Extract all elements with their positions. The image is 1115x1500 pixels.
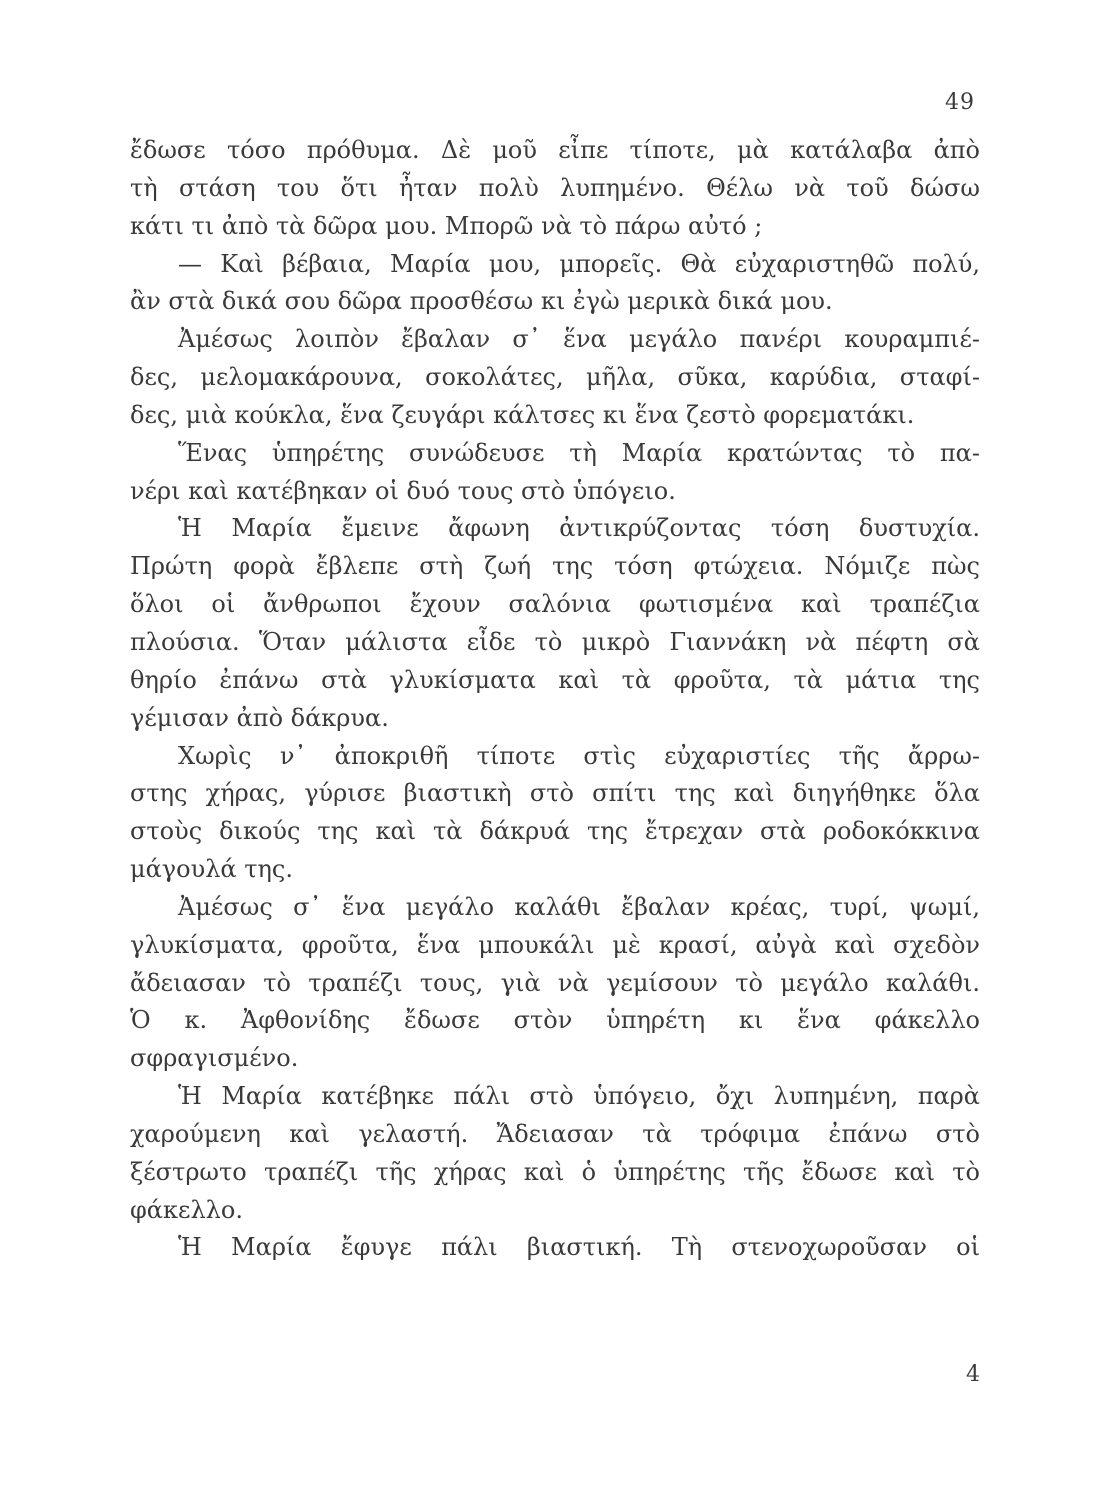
text-line: κάτι τι ἀπὸ τὰ δῶρα μου. Μπορῶ νὰ τὸ πάρω αὐτό ; <box>130 211 763 240</box>
text-line: ὅλοι οἱ ἄνθρωποι ἔχουν σαλόνια φωτισμένα καὶ τραπέζια <box>130 590 980 619</box>
page-number: 49 <box>945 90 975 115</box>
text-line: Ἡ Μαρία κατέβηκε πάλι στὸ ὑπόγειο, ὄχι λυπημένη, παρὰ <box>178 1082 980 1111</box>
text-line: Πρώτη φορὰ ἔβλεπε στὴ ζωή της τόση φτώχεια. Νόμιζε πὼς <box>130 552 980 581</box>
text-line: Ἀμέσως λοιπὸν ἔβαλαν σ᾽ ἕνα μεγάλο πανέρι κουραμπιέ- <box>178 325 980 354</box>
text-line: — Καὶ βέβαια, Μαρία μου, μπορεῖς. Θὰ εὐχαριστηθῶ πολύ, <box>178 249 980 278</box>
text-line: μάγουλά της. <box>130 855 293 884</box>
signature-mark: 4 <box>966 1362 980 1387</box>
text-line: γέμισαν ἀπὸ δάκρυα. <box>130 703 389 732</box>
text-line: θηρίο ἐπάνω στὰ γλυκίσματα καὶ τὰ φροῦτα, τὰ μάτια της <box>130 665 980 694</box>
body-text <box>130 132 980 1267</box>
text-line: Ἕνας ὑπηρέτης συνώδευσε τὴ Μαρία κρατώντας τὸ πα- <box>178 438 980 467</box>
text-line: Χωρὶς ν᾽ ἀποκριθῆ τίποτε στὶς εὐχαριστίες τῆς ἄρρω- <box>178 741 980 770</box>
text-line: χαρούμενη καὶ γελαστή. Ἄδειασαν τὰ τρόφιμα ἐπάνω στὸ <box>130 1119 980 1148</box>
text-line: στοὺς δικούς της καὶ τὰ δάκρυά της ἔτρεχαν στὰ ροδοκόκκινα <box>130 817 980 846</box>
text-line: Ἡ Μαρία ἔμεινε ἄφωνη ἀντικρύζοντας τόση δυστυχία. <box>178 514 980 543</box>
text-line: δες, μελομακάρουνα, σοκολάτες, μῆλα, σῦκα, καρύδια, σταφί- <box>130 363 980 392</box>
text-line: Ὁ κ. Ἀφθονίδης ἔδωσε στὸν ὑπηρέτη κι ἕνα φάκελλο <box>130 1006 980 1035</box>
text-line: ἂν στὰ δικά σου δῶρα προσθέσω κι ἐγὼ μερικὰ δικά μου. <box>130 287 833 316</box>
text-line: ἄδειασαν τὸ τραπέζι τους, γιὰ νὰ γεμίσουν τὸ μεγάλο καλάθι. <box>130 968 980 997</box>
text-line: φάκελλο. <box>130 1195 243 1224</box>
text-line: τὴ στάση του ὅτι ἦταν πολὺ λυπημένο. Θέλω νὰ τοῦ δώσω <box>130 173 980 202</box>
text-line: γλυκίσματα, φροῦτα, ἕνα μπουκάλι μὲ κρασί, αὐγὰ καὶ σχεδὸν <box>130 930 980 959</box>
text-line: νέρι καὶ κατέβηκαν οἱ δυό τους στὸ ὑπόγειο. <box>130 476 676 505</box>
text-line: ἔδωσε τόσο πρόθυμα. Δὲ μοῦ εἶπε τίποτε, μὰ κατάλαβα ἀπὸ <box>130 136 980 164</box>
text-line: σφραγισμένο. <box>130 1044 299 1073</box>
text-line: ξέστρωτο τραπέζι τῆς χήρας καὶ ὁ ὑπηρέτης τῆς ἔδωσε καὶ τὸ <box>130 1157 980 1186</box>
text-line: στης χήρας, γύρισε βιαστικὴ στὸ σπίτι της καὶ διηγήθηκε ὅλα <box>130 779 980 808</box>
text-line: πλούσια. Ὅταν μάλιστα εἶδε τὸ μικρὸ Γιαννάκη νὰ πέφτη σὰ <box>130 627 980 656</box>
text-line: Ἡ Μαρία ἔφυγε πάλι βιαστική. Τὴ στενοχωροῦσαν οἱ <box>178 1233 980 1262</box>
text-line: δες, μιὰ κούκλα, ἕνα ζευγάρι κάλτσες κι ἕνα ζεστὸ φορεματάκι. <box>130 400 915 429</box>
text-line: Ἀμέσως σ᾽ ἕνα μεγάλο καλάθι ἔβαλαν κρέας, τυρί, ψωμί, <box>178 892 980 921</box>
